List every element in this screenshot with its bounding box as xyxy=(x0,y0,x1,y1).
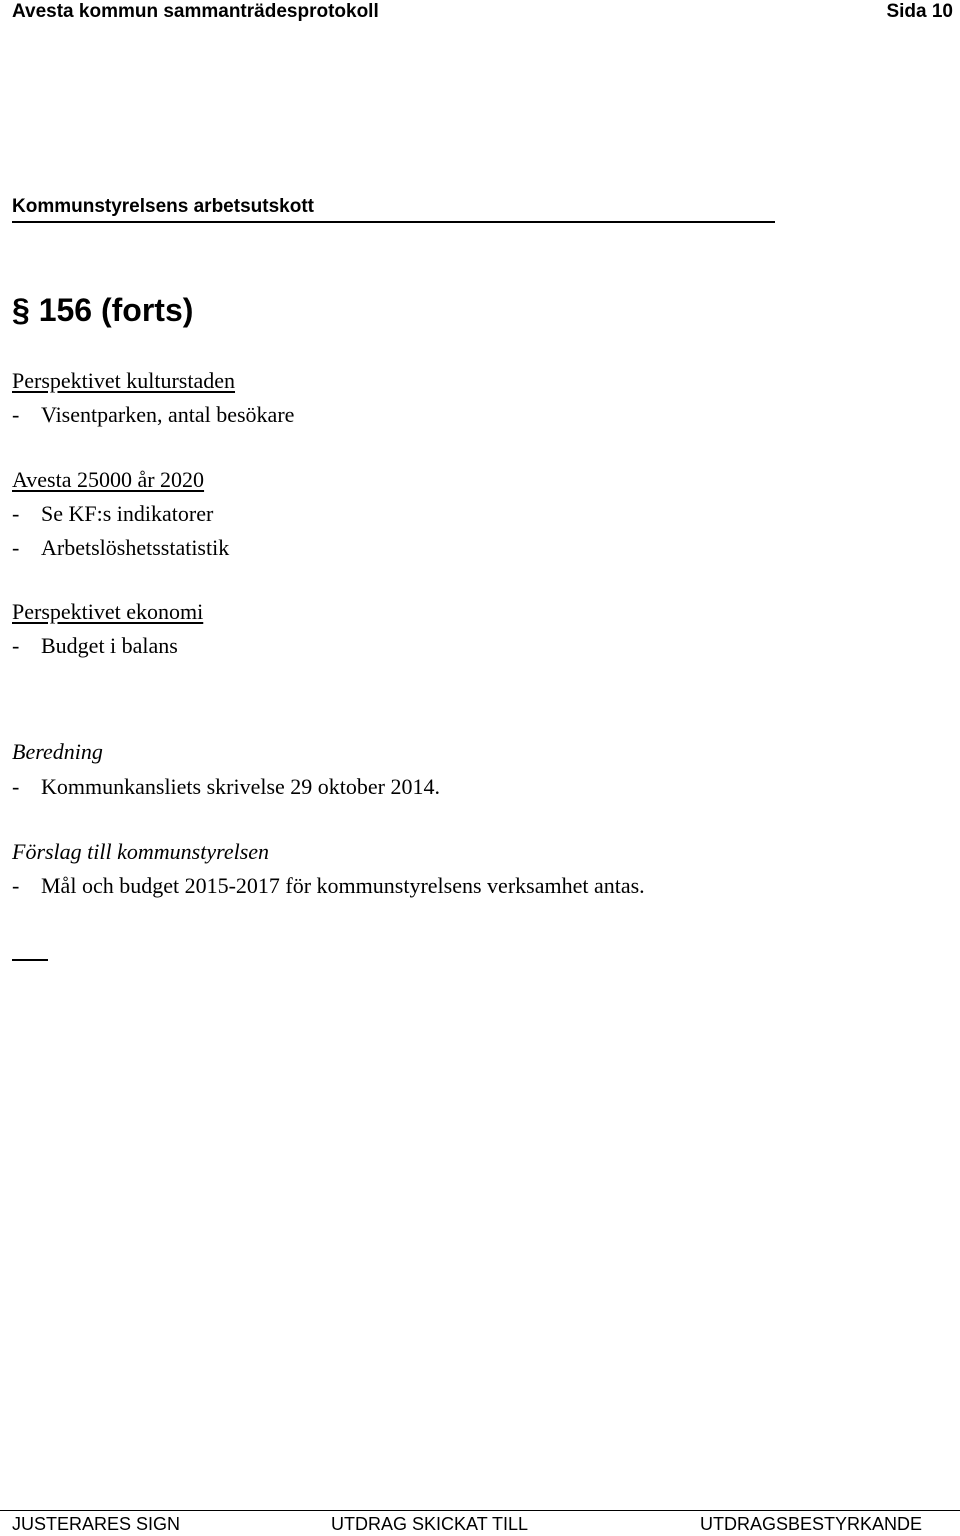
list-item-text: Kommunkansliets skrivelse 29 oktober 2014. xyxy=(41,774,441,799)
end-of-section-rule xyxy=(12,959,48,961)
block-heading: Beredning xyxy=(12,739,103,764)
list-item-text: Se KF:s indikatorer xyxy=(41,501,214,526)
list-item-text: Arbetslöshetsstatistik xyxy=(41,535,230,560)
committee-underline xyxy=(12,221,775,223)
footer-label-extract-sent: UTDRAG SKICKAT TILL xyxy=(331,1514,529,1534)
block-heading: Perspektivet ekonomi xyxy=(12,599,204,624)
block-heading: Förslag till kommunstyrelsen xyxy=(12,839,270,864)
section-heading: § 156 (forts) xyxy=(12,292,194,328)
bullet-dash: - xyxy=(12,873,20,898)
block-heading: Avesta 25000 år 2020 xyxy=(12,467,205,492)
document-title: Avesta kommun sammanträdesprotokoll xyxy=(12,1,379,22)
footer-divider xyxy=(0,1510,960,1511)
bullet-dash: - xyxy=(12,774,20,799)
bullet-dash: - xyxy=(12,535,20,560)
bullet-dash: - xyxy=(12,402,20,427)
bullet-dash: - xyxy=(12,633,20,658)
list-item-text: Mål och budget 2015-2017 för kommunstyrelsens verksamhet antas. xyxy=(41,873,645,898)
page-number: Sida 10 xyxy=(886,1,953,22)
block-heading: Perspektivet kulturstaden xyxy=(12,368,236,393)
list-item-text: Visentparken, antal besökare xyxy=(41,402,295,427)
committee-name: Kommunstyrelsens arbetsutskott xyxy=(12,196,314,217)
footer-label-extract-certified: UTDRAGSBESTYRKANDE xyxy=(700,1514,923,1534)
list-item-text: Budget i balans xyxy=(41,633,178,658)
bullet-dash: - xyxy=(12,501,20,526)
footer-label-signature: JUSTERARES SIGN xyxy=(12,1514,181,1534)
